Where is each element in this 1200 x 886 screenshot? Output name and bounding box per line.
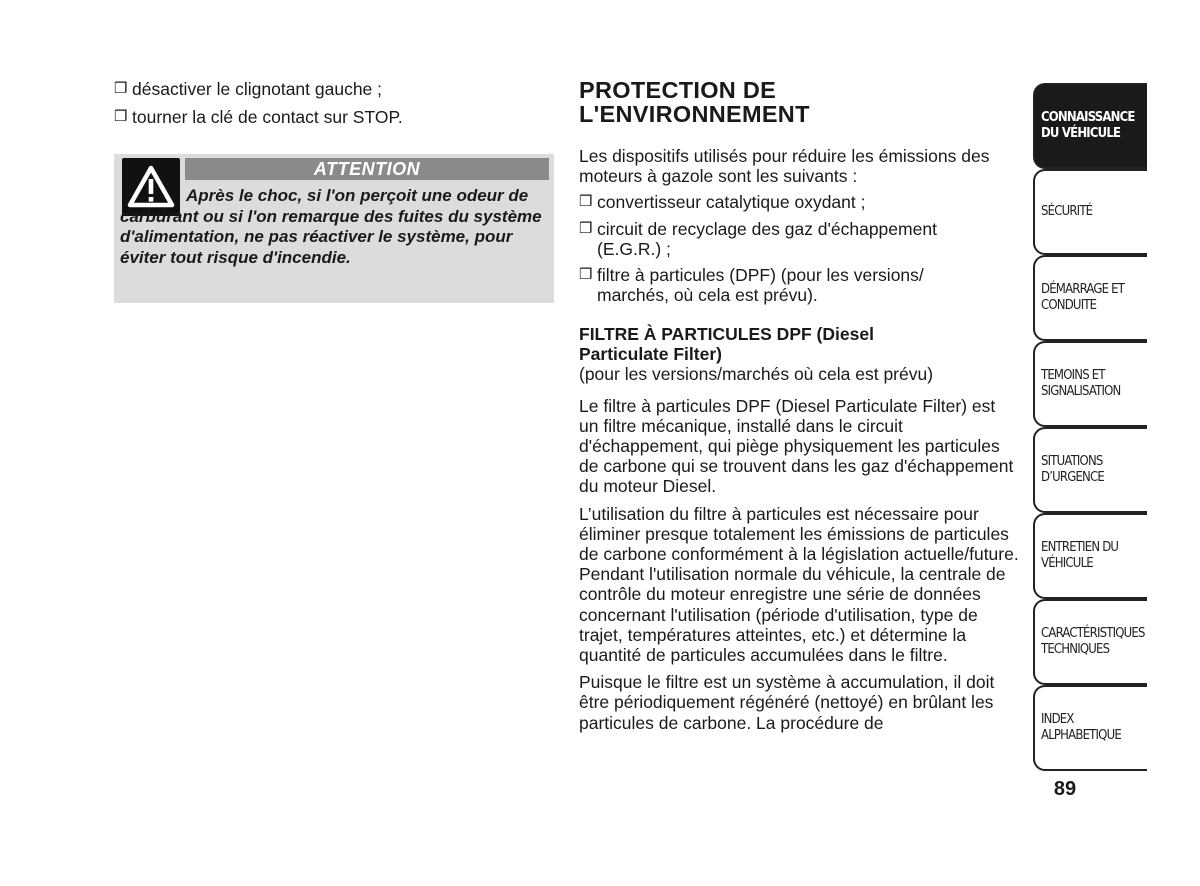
list-item [114,78,554,100]
warning-text: Après le choc, si l'on perçoit une odeur de carburant ou si l'on remarque des fuites du système d'alimentation, ne pas réactiver le système, pour éviter tout risque d'incendie. [120,186,542,267]
tab-label: DÉMARRAGE ET CONDUITE [1041,282,1125,313]
tab-label: CARACTÉRISTIQUES TECHNIQUES [1041,626,1145,657]
list-item [579,265,1019,305]
list-item-text: filtre à particules (DPF) (pour les versions/ marchés, où cela est prévu). [597,265,924,306]
tab-label: CONNAISSANCE DU VÉHICULE [1041,110,1135,141]
section-title-line: L'ENVIRONNEMENT [579,101,810,127]
tab-caracteristiques-techniques[interactable] [1033,599,1147,685]
checkbox-bullet-icon: ❒ [114,80,128,97]
warning-box [114,154,554,303]
warning-title: ATTENTION [313,159,421,179]
list-item [579,219,1019,259]
left-column [114,78,554,134]
checkbox-bullet-icon: ❒ [114,108,128,125]
page-number: 89 [1053,778,1077,800]
list-item [579,192,1019,212]
checkbox-bullet-icon: ❒ [579,266,593,284]
subsection-note: (pour les versions/marchés où cela est prévu) [579,364,934,385]
tab-label: INDEX ALPHABETIQUE [1041,712,1121,743]
list-item-text: désactiver le clignotant gauche ; [132,79,383,99]
tab-label: ENTRETIEN DU VÉHICULE [1041,540,1119,571]
tab-connaissance-du-vehicule[interactable] [1033,83,1147,169]
tab-securite[interactable] [1033,169,1147,255]
list-item-text: convertisseur catalytique oxydant ; [597,192,866,213]
right-column [579,78,1019,733]
body-paragraph: Le filtre à particules DPF (Diesel Particulate Filter) est un filtre mécanique, installé dans le circuit d'échappement, qui piège physiquement les particules de carbone qui se trouvent dans les gaz d'échappement du moteur Diesel. [579,395,1014,497]
body-paragraph: Puisque le filtre est un système à accumulation, il doit être périodiquement régénéré (nettoyé) en brûlant les particules de carbone. La procédure de [579,672,995,733]
checkbox-bullet-icon: ❒ [579,193,593,211]
section-title [579,78,1019,126]
tab-label: TEMOINS ET SIGNALISATION [1041,368,1121,399]
section-title-line: PROTECTION DE [579,77,777,103]
list-item-text: circuit de recyclage des gaz d'échappement (E.G.R.) ; [597,218,937,259]
checkbox-bullet-icon: ❒ [579,219,593,237]
body-paragraph: L’utilisation du filtre à particules est nécessaire pour éliminer presque totalement les émissions de particules de carbone conformément à la législation actuelle/future. Pendant l'utilisation normale du véhicule, la centrale de contrôle du moteur enregistre une série de données concernant l'utilisation (période d'utilisation, type de trajet, températures atteintes, etc.) et détermine la quantité de particules accumulées dans le filtre. [579,503,1019,666]
tab-index-alphabetique[interactable] [1033,685,1147,771]
tab-situations-d-urgence[interactable] [1033,427,1147,513]
list-item [114,106,554,128]
subsection-heading: FILTRE À PARTICULES DPF (Diesel Particulate Filter) [579,324,874,365]
tab-temoins-et-signalisation[interactable] [1033,341,1147,427]
tab-label: SITUATIONS D’URGENCE [1041,454,1104,485]
tab-demarrage-et-conduite[interactable] [1033,255,1147,341]
list-item-text: tourner la clé de contact sur STOP. [132,107,403,127]
warning-title-bar [185,158,549,180]
tab-label: SÉCURITÉ [1041,204,1093,219]
tab-entretien-du-vehicule[interactable] [1033,513,1147,599]
intro-paragraph: Les dispositifs utilisés pour réduire les émissions des moteurs à gazole sont les suivants : [579,146,990,187]
